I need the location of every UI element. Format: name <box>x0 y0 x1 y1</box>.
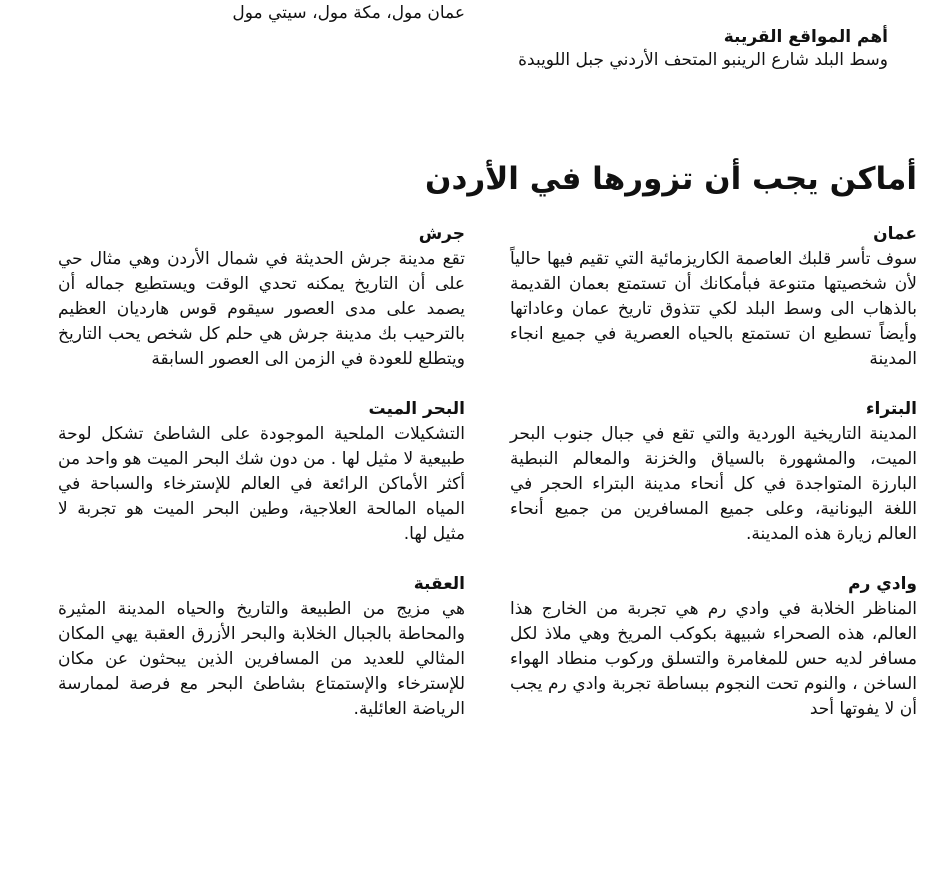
nearby-sites-list: وسط البلد شارع الرينبو المتحف الأردني جبل اللويبدة <box>518 50 888 70</box>
place-name: وادي رم <box>848 574 917 594</box>
place-description: تقع مدينة جرش الحديثة في شمال الأردن وهي مثال حي على أن التاريخ يمكنه تحدي الوقت ويستطيع جماله أن يصمد على مدى العصور سيقوم قوس هارديان العظيم بالترحيب بك مدينة جرش هي حلم كل شخص يحب التاريخ ويتطلع للعودة في الزمن الى العصور السابقة <box>58 249 465 369</box>
place-dead-sea <box>58 397 465 547</box>
place-aqaba <box>58 572 465 722</box>
place-wadi-rum <box>510 572 917 722</box>
place-name: البحر الميت <box>368 399 465 419</box>
place-description: المناظر الخلابة في وادي رم هي تجربة من الخارج هذا العالم، هذه الصحراء شبيهة بكوكب المريخ وهي ملاذ لكل مسافر لديه حس للمغامرة والتسلق وركوب منطاد الهواء الساخن ، والنوم تحت النجوم ببساطة تجربة وادي رم يجب أن لا يفوتها أحد <box>510 599 917 719</box>
place-amman <box>510 222 917 372</box>
page-title: أماكن يجب أن تزورها في الأردن <box>425 161 917 197</box>
nearby-sites <box>480 26 888 73</box>
place-name: عمان <box>873 224 917 244</box>
place-description: التشكيلات الملحية الموجودة على الشاطئ تشكل لوحة طبيعية لا مثيل لها . من دون شك البحر الميت هو واحد من أكثر الأماكن الرائعة في العالم للإسترخاء والسباحة في المياه المالحة العلاجية، وطين البحر الميت هو تجربة لا مثيل لها. <box>58 424 465 544</box>
place-description: هي مزيج من الطبيعة والتاريخ والحياه المدينة المثيرة والمحاطة بالجبال الخلابة والبحر الأزرق العقبة يهي المكان المثالي للعديد من المسافرين الذين يبحثون عن مكان للإسترخاء والإستمتاع بشاطئ البحر مع فرصة لممارسة الرياضة العائلية. <box>58 599 465 719</box>
place-description: المدينة التاريخية الوردية والتي تقع في جبال جنوب البحر الميت، والمشهورة بالسياق والخزنة والمعالم النبطية البارزة المتواجدة في كل أنحاء مدينة البتراء الحجر في اللغة اليونانية، وعلى جميع المسافرين من جميع أنحاء العالم زيارة هذه المدينة. <box>510 424 917 544</box>
place-name: العقبة <box>413 574 465 594</box>
place-petra <box>510 397 917 547</box>
nearby-malls-line: عمان مول، مكة مول، سيتي مول <box>232 3 465 23</box>
place-description: سوف تأسر قلبك العاصمة الكاريزمائية التي تقيم فيها حالياً لأن شخصيتها متنوعة فبأمكانك أن تستمتع بعمان القديمة بالذهاب الى وسط البلد لكي تتذوق تاريخ عمان وعاداتها وأيضاً تسطيع ان تستمتع بالحياه العصرية في جميع انجاء المدينة <box>510 249 917 369</box>
place-name: جرش <box>418 224 465 244</box>
place-jerash <box>58 222 465 372</box>
place-name: البتراء <box>865 399 917 419</box>
nearby-sites-title: أهم المواقع القريبة <box>723 27 888 47</box>
